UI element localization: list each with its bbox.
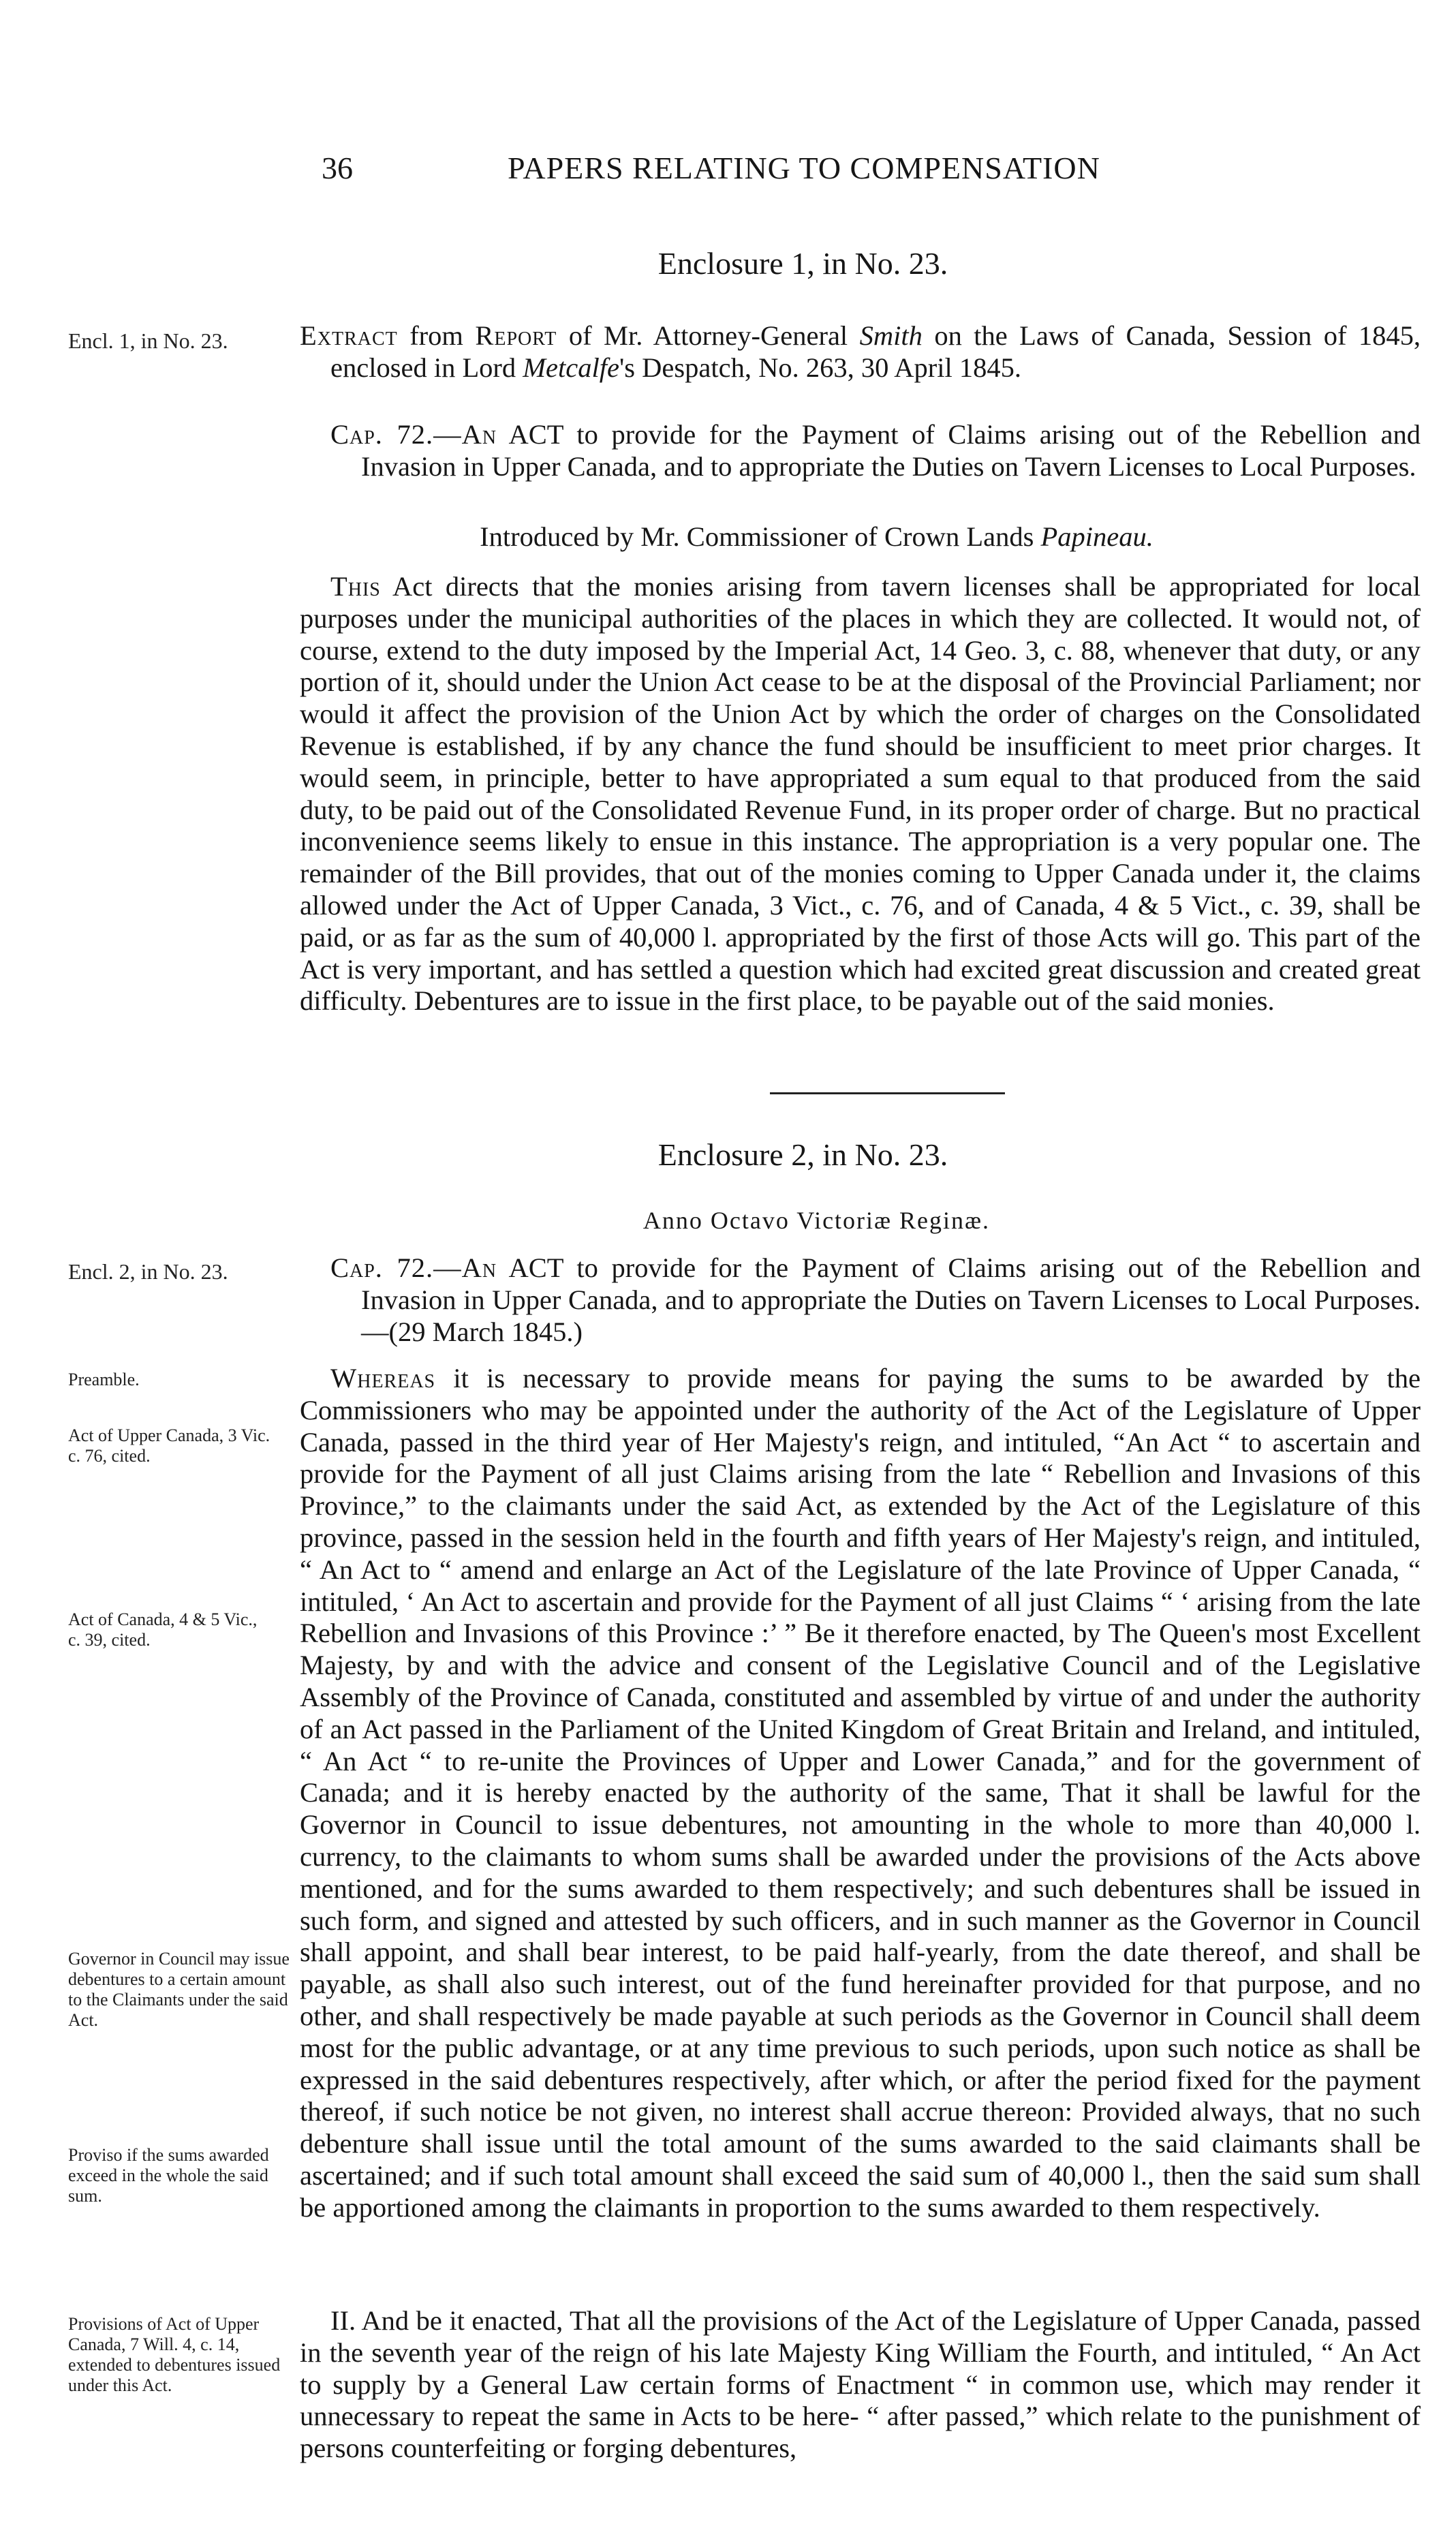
cap-an: —An [433, 419, 497, 450]
section-2-paragraph [300, 2305, 1421, 2465]
introduced-text: Introduced by Mr. Commissioner of Crown Lands [480, 521, 1034, 552]
section-2-text: II. And be it enacted, That all the provisions of the Act of the Legislature of Upper Canada, passed in the seventh year of the reign of his late Majesty King William the Fourth, and intituled, “ An Act to supply by a General Law certain forms of Enactment “ in common use, which may render it unnecessary to repeat the same in Acts to be here- “ after passed,” which relate to the punishment of persons counterfeiting or forging debentures, [300, 2305, 1421, 2464]
body-paragraph-1: Act directs that the monies arising from tavern licenses shall be appropriated for local purposes under the municipal authorities of the places in which they are collected. It would not, of course, extend to the duty imposed by the Imperial Act, 14 Geo. 3, c. 88, whenever that duty, or any portion of it, should under the Union Act cease to be at the disposal of the Provincial Parliament; nor would it affect the provision of the Union Act by which the order of charges on the Consolidated Revenue is established, if by any chance the fund should be insufficient to meet prior charges. It would seem, in principle, better to have appropriated a sum equal to that produced from the said duty, to be paid out of the Consolidated Revenue Fund, in its proper order of charge. But no practical inconvenience seems likely to ensue in this instance. The appropriation is a very popular one. The remainder of the Bill provides, that out of the monies coming to Upper Canada under it, the claims allowed under the Act of Upper Canada, 3 Vict., c. 76, and of Canada, 4 & 5 Vict., c. 39, shall be paid, or as far as the sum of 40,000 l. appropriated by the first of those Acts will go. This part of the Act is very important, and has settled a question which had excited great discussion and created great difficulty. Debentures are to issue in the first place, to be payable out of the said monies. [300, 571, 1421, 1017]
section-divider [770, 1092, 1005, 1094]
margin-note-act-canada: Act of Canada, 4 & 5 Vic., c. 39, cited. [68, 1609, 258, 1650]
cap-an-2: —An [433, 1252, 497, 1283]
extract-name: Smith [859, 320, 923, 351]
body-start-word: This [330, 571, 381, 602]
margin-note-proviso: Proviso if the sums awarded exceed in the whole the said sum. [68, 2145, 269, 2206]
extract-from: from [409, 320, 463, 351]
extract-rest-3: 's Despatch, No. 263, 30 April 1845. [619, 352, 1021, 383]
margin-note-act-upper: Act of Upper Canada, 3 Vic. c. 76, cited. [68, 1425, 270, 1466]
cap-label: Cap. 72. [330, 419, 434, 450]
margin-note-encl-2: Encl. 2, in No. 23. [68, 1259, 228, 1284]
report-word: Report [475, 320, 557, 351]
page-number: 36 [322, 151, 353, 185]
whereas-paragraph [300, 1363, 1421, 2224]
running-head: PAPERS RELATING TO COMPENSATION [508, 151, 1100, 185]
enclosure-1-body [300, 571, 1421, 1017]
whereas-text: it is necessary to provide means for paying the sums to be awarded by the Commissioners who may be appointed under the authority of the Act of the Legislature of Upper Canada, passed in the third year of Her Majesty's reign, and intituled, “An Act “ to ascertain and provide for the Payment of all just Claims arising from the late “ Rebellion and Invasions of this Province,” to the claimants under the said Act, as extended by the Act of the Legislature of this province, passed in the session held in the fourth and fifth years of Her Majesty's reign, and intituled, “ An Act to “ amend and enlarge an Act of the Legislature of the late Province of Upper Canada, “ intituled, ‘ An Act to ascertain and provide for the Payment of all just Claims “ ‘ arising from the late Rebellion and Invasions of this Province :’ ” Be it therefore enacted, by The Queen's most Excellent Majesty, by and with the advice and consent of the Legislative Council and of the Legislative Assembly of the Province of Canada, constituted and assembled by virtue of and under the authority of an Act passed in the Parliament of the United Kingdom of Great Britain and Ireland, and intituled, “ An Act “ to re-unite the Provinces of Upper and Lower Canada,” and for the government of Canada; and it is hereby enacted by the authority of the same, That it shall be lawful for the Governor in Council to issue debentures, not amounting in the whole to more than 40,000 l. currency, to the claimants to whom sums shall be awarded under the provisions of the Acts above mentioned, and for the sums awarded to them respectively; and such debentures shall be issued in such form, and signed and attested by such officers, and in such manner as the Governor in Council shall appoint, and shall bear interest, to be paid half-yearly, from the date thereof, and shall be payable, as shall also such interest, out of the fund hereinafter provided for that purpose, and no other, and shall respectively be made payable at such periods as the Governor in Council shall deem most for the public advantage, or at any time previous to such periods, upon such notice as shall be expressed in the said debentures respectively, after which, or after the period fixed for the payment thereof, if such notice be not given, no interest shall accrue thereon: Provided always, that no such debenture shall issue until the total amount of the sums awarded to the said claimants shall be ascertained; and if such total amount shall exceed the said sum of 40,000 l., then the said sum shall be apportioned among the claimants in proportion to the sums awarded to them respectively. [300, 1363, 1421, 2223]
anno-line: Anno Octavo Victoriæ Reginæ. [642, 1207, 991, 1234]
extract-paragraph [300, 320, 1421, 384]
extract-rest-2: on the Laws of Canada, Session of 1845, enclosed in Lord [330, 320, 1421, 383]
extract-word: Extract [300, 320, 398, 351]
margin-note-governor: Governor in Council may issue debentures to a certain amount to the Claimants under the said Act. [68, 1949, 290, 2030]
cap-72-title-1 [330, 419, 1421, 483]
margin-note-encl-1: Encl. 1, in No. 23. [68, 328, 228, 353]
whereas-word: Whereas [330, 1363, 436, 1393]
introduced-by-line [0, 521, 1456, 553]
extract-lord: Metcalfe [523, 352, 619, 383]
introduced-name: Papineau. [1040, 521, 1153, 552]
cap-text: ACT to provide for the Payment of Claims arising out of the Rebellion and Invasion in Upper Canada, and to appropriate the Duties on Tavern Licenses to Local Purposes. [361, 419, 1421, 482]
cap-72-title-2 [330, 1252, 1421, 1348]
cap-text-2: ACT to provide for the Payment of Claims arising out of the Rebellion and Invasion in Upper Canada, and to appropriate the Duties on Tavern Licenses to Local Purposes.—(29 March 1845.) [361, 1252, 1421, 1347]
margin-note-preamble: Preamble. [68, 1370, 140, 1389]
enclosure-1-heading: Enclosure 1, in No. 23. [657, 246, 948, 281]
enclosure-2-heading: Enclosure 2, in No. 23. [657, 1137, 948, 1172]
cap-label-2: Cap. 72. [330, 1252, 434, 1283]
extract-rest-1: of Mr. Attorney-General [568, 320, 848, 351]
margin-note-provisions: Provisions of Act of Upper Canada, 7 Will. 4, c. 14, extended to debentures issued under this Act. [68, 2314, 281, 2395]
